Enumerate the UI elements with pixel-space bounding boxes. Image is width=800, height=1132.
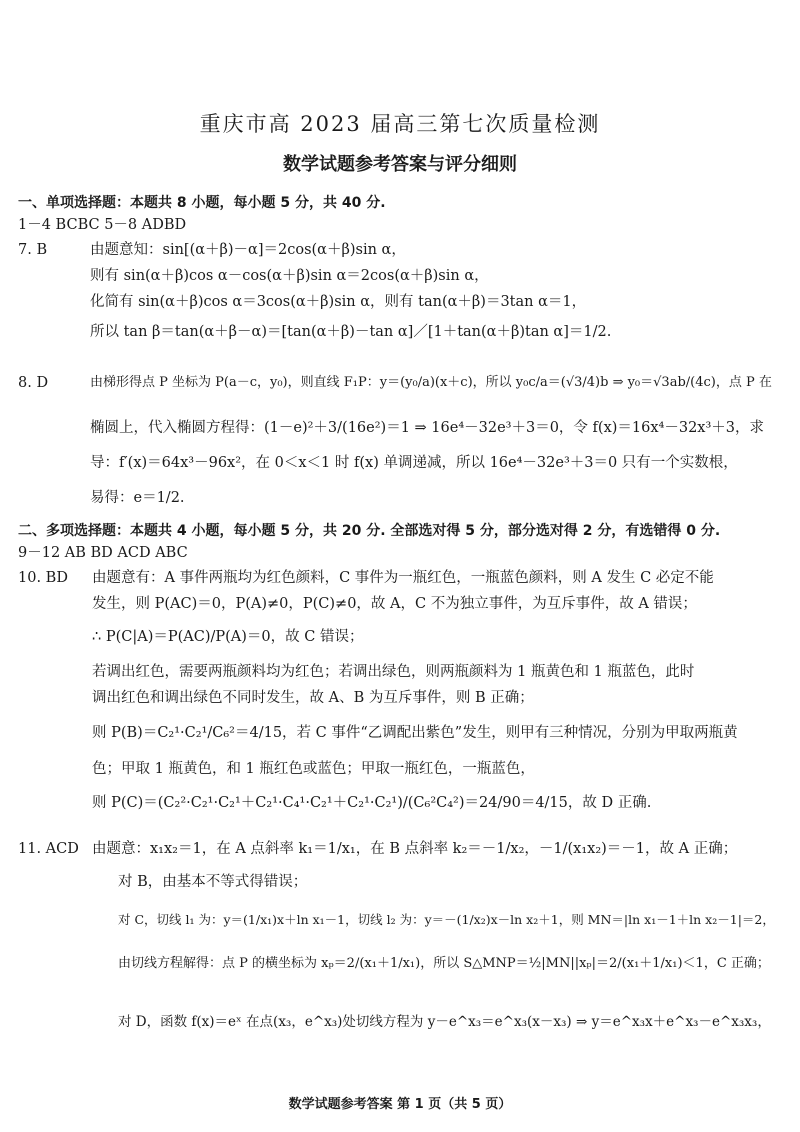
q10-label: 10. BD	[18, 570, 68, 586]
q7-line: 由题意知：sin[(α＋β)－α]＝2cos(α＋β)sin α，	[90, 242, 406, 258]
q11-line: 由切线方程解得：点 P 的横坐标为 xₚ＝2/(x₁＋1/x₁)，所以 S△MNP＝½|MN||xₚ|＝2/(x₁＋1/x₁)＜1，C 正确；	[118, 956, 770, 971]
q10-line: ∴ P(C|A)＝P(AC)/P(A)＝0，故 C 错误；	[92, 629, 364, 645]
q10-line: 若调出红色，需要两瓶颜料均为红色；若调出绿色，则两瓶颜料为 1 瓶黄色和 1 瓶蓝色，此时	[92, 664, 695, 680]
q8-line: 由梯形得点 P 坐标为 P(a－c，y₀)，则直线 F₁P：y＝(y₀/a)(x＋c)，所以 y₀c/a＝(√3/4)b ⇒ y₀＝√3ab/(4c)，点 P 在	[90, 375, 772, 390]
q10-line: 由题意有：A 事件两瓶均为红色颜料，C 事件为一瓶红色，一瓶蓝色颜料，则 A 发生 C 必定不能	[92, 570, 714, 586]
q10-line: 调出红色和调出绿色不同时发生，故 A、B 为互斥事件，则 B 正确；	[92, 690, 534, 706]
section-heading-single-choice: 一、单项选择题：本题共 8 小题，每小题 5 分，共 40 分.	[18, 195, 386, 211]
q7-line: 化简有 sin(α＋β)cos α＝3cos(α＋β)sin α，则有 tan(α＋β)＝3tan α＝1，	[90, 294, 587, 310]
q7-line: 所以 tan β＝tan(α＋β－α)＝[tan(α＋β)－tan α]／[1＋tan(α＋β)tan α]＝1/2.	[90, 324, 612, 340]
q7-line: 则有 sin(α＋β)cos α－cos(α＋β)sin α＝2cos(α＋β)sin α，	[90, 268, 489, 284]
q10-line: 发生，则 P(AC)＝0，P(A)≠0，P(C)≠0，故 A，C 不为独立事件，为互斥事件，故 A 错误；	[92, 596, 697, 612]
q10-line: 则 P(B)＝C₂¹·C₂¹/C₆²＝4/15，若 C 事件“乙调配出紫色”发生，则甲有三种情况，分别为甲取两瓶黄	[92, 725, 738, 741]
q8-line: 椭圆上，代入椭圆方程得：(1－e)²＋3/(16e²)＝1 ⇒ 16e⁴－32e³＋3＝0，令 f(x)＝16x⁴－32x³＋3，求	[90, 420, 765, 436]
page-title: 重庆市高 2023 届高三第七次质量检测	[199, 112, 601, 136]
q11-line: 对 C，切线 l₁ 为：y＝(1/x₁)x＋ln x₁－1，切线 l₂ 为：y＝－(1/x₂)x－ln x₂＋1，则 MN＝|ln x₁－1＋ln x₂－1|＝2，	[118, 912, 775, 927]
answers-9-12: 9－12 AB BD ACD ABC	[18, 545, 188, 561]
q10-line: 色；甲取 1 瓶黄色，和 1 瓶红色或蓝色；甲取一瓶红色，一瓶蓝色，	[92, 761, 535, 777]
section-heading-multi-choice: 二、多项选择题：本题共 4 小题，每小题 5 分，共 20 分. 全部选对得 5 分，部分选对得 2 分，有选错得 0 分.	[18, 523, 721, 539]
q8-line: 易得：e＝1/2.	[90, 490, 185, 506]
q8-line: 导：f′(x)＝64x³－96x²，在 0＜x＜1 时 f(x) 单调递减，所以 16e⁴－32e³＋3＝0 只有一个实数根，	[90, 455, 738, 471]
q7-label: 7. B	[18, 242, 48, 258]
q8-label: 8. D	[18, 375, 49, 391]
answers-1-8: 1－4 BCBC 5－8 ADBD	[18, 217, 187, 233]
page-subtitle: 数学试题参考答案与评分细则	[283, 154, 517, 175]
q11-line: 由题意：x₁x₂＝1，在 A 点斜率 k₁＝1/x₁，在 B 点斜率 k₂＝－1/x₂，－1/(x₁x₂)＝－1，故 A 正确；	[92, 841, 738, 857]
q10-line: 则 P(C)＝(C₂²·C₂¹·C₂¹＋C₂¹·C₄¹·C₂¹＋C₂¹·C₂¹)/(C₆²C₄²)＝24/90＝4/15，故 D 正确.	[92, 795, 652, 811]
page-footer: 数学试题参考答案 第 1 页（共 5 页）	[288, 1097, 512, 1112]
q11-line: 对 B，由基本不等式得错误；	[118, 874, 308, 890]
q11-label: 11. ACD	[18, 841, 79, 857]
q11-line: 对 D，函数 f(x)＝eˣ 在点(x₃，e^x₃)处切线方程为 y－e^x₃＝e^x₃(x－x₃) ⇒ y＝e^x₃x＋e^x₃－e^x₃x₃，	[118, 1014, 771, 1030]
